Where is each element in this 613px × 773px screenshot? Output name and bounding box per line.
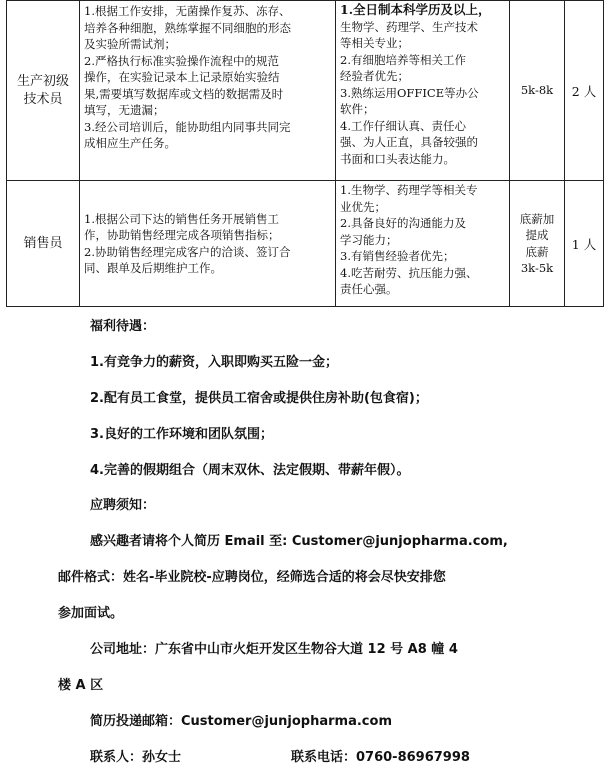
salary-label: 提成 [525,228,549,242]
requirement-line: 业优先； [340,199,386,214]
duty-line: 填写，无遗漏； [84,103,165,117]
notice-text: 邮件格式：姓名-毕业院校-应聘岗位，经筛选合适的将会尽快安排您 [58,570,446,585]
duty-line: 3.经公司培训后，能协助组内同事共同完 [84,119,291,134]
duty-line: 1.根据工作安排，无菌操作复苏、冻存、 [84,4,291,18]
position-label: 生产初级 [16,73,69,89]
position-label: 销售员 [23,235,63,251]
contact-person: 联系人：孙女士 [90,750,182,765]
duty-line: 培养各种细胞，熟练掌握不同细胞的形态 [84,20,291,35]
headcount-cell: 2 人 [565,1,604,181]
requirement-line: 软件； [340,102,375,116]
headcount-cell: 1 人 [565,181,604,307]
salary-cell [510,1,565,181]
table-row [7,1,604,181]
contact-phone: 联系电话：0760-86967998 [291,750,470,765]
requirement-line: 生物学、药理学、生产技术 [340,19,478,34]
notice-text: 参加面试。 [58,606,124,621]
requirement-line: 1.生物学、药理学等相关专 [340,183,478,197]
company-address: 楼 A 区 [58,678,104,693]
duty-line: 1.根据公司下达的销售任务开展销售工 [84,211,279,226]
duties-cell [80,1,336,181]
resume-email: 简历投递邮箱：Customer@junjopharma.com [90,714,392,729]
duty-line: 同、跟单及后期维护工作。 [84,261,222,275]
requirement-line: 3.熟练运用OFFICE等办公 [340,85,479,100]
benefits-heading: 福利待遇： [90,319,156,334]
requirements-cell [336,1,510,181]
table-row [7,181,604,307]
benefit-item: 1.有竞争力的薪资，入职即购买五险一金； [90,355,338,370]
requirement-line: 2.有细胞培养等相关工作 [340,52,466,67]
job-table [6,0,604,307]
requirement-line: 2.具备良好的沟通能力及 [340,216,466,230]
position-cell [7,181,80,307]
requirement-line: 4.工作仔细认真、责任心 [340,118,466,133]
position-cell [7,1,80,181]
duty-line: 成相应生产任务。 [84,136,176,150]
duty-line: 作，协助销售经理完成各项销售指标； [84,228,280,242]
salary-cell [510,181,565,307]
duty-line: 果,需要填写数据库或文档的数据需及时 [84,86,284,101]
requirement-line: 3.有销售经验者优先； [340,249,455,263]
duty-line: 2.严格执行标准实验操作流程中的规范 [84,53,279,68]
requirement-line: 经验者优先； [340,69,409,83]
benefit-item: 4.完善的假期组合（周末双休、法定假期、带薪年假）。 [90,463,410,478]
salary-label: 底薪 [525,244,549,259]
requirement-line: 等相关专业； [340,36,409,50]
salary-label: 3k-5k [520,261,554,275]
position-label: 技术员 [23,91,63,107]
benefit-item: 2.配有员工食堂，提供员工宿舍或提供住房补助(包食宿)； [90,391,428,406]
requirement-line: 书面和口头表达能力。 [340,151,455,166]
requirements-cell [336,181,510,307]
benefit-item: 3.良好的工作环境和团队氛围； [90,427,273,442]
duties-cell [80,181,336,307]
notice-heading: 应聘须知： [90,498,156,513]
salary-label: 底薪加 [519,211,555,226]
requirement-line: 1.全日制本科学历及以上， [340,2,491,17]
duty-line: 操作，在实验记录本上记录原始实验结 [84,70,280,84]
requirement-line: 责任心强。 [340,282,398,296]
notice-text: 感兴趣者请将个人简历 Email 至: Customer@junjopharma.com, [90,534,508,549]
requirement-line: 学习能力； [340,232,398,247]
requirement-line: 4.吃苦耐劳、抗压能力强、 [340,265,478,280]
company-address: 公司地址：广东省中山市火炬开发区生物谷大道 12 号 A8 幢 4 [90,642,458,657]
duty-line: 及实验所需试剂； [84,37,176,51]
salary-label: 5k-8k [520,83,554,98]
requirement-line: 强、为人正直，具备较强的 [340,135,478,149]
duty-line: 2.协助销售经理完成客户的洽谈、签订合 [84,244,291,259]
